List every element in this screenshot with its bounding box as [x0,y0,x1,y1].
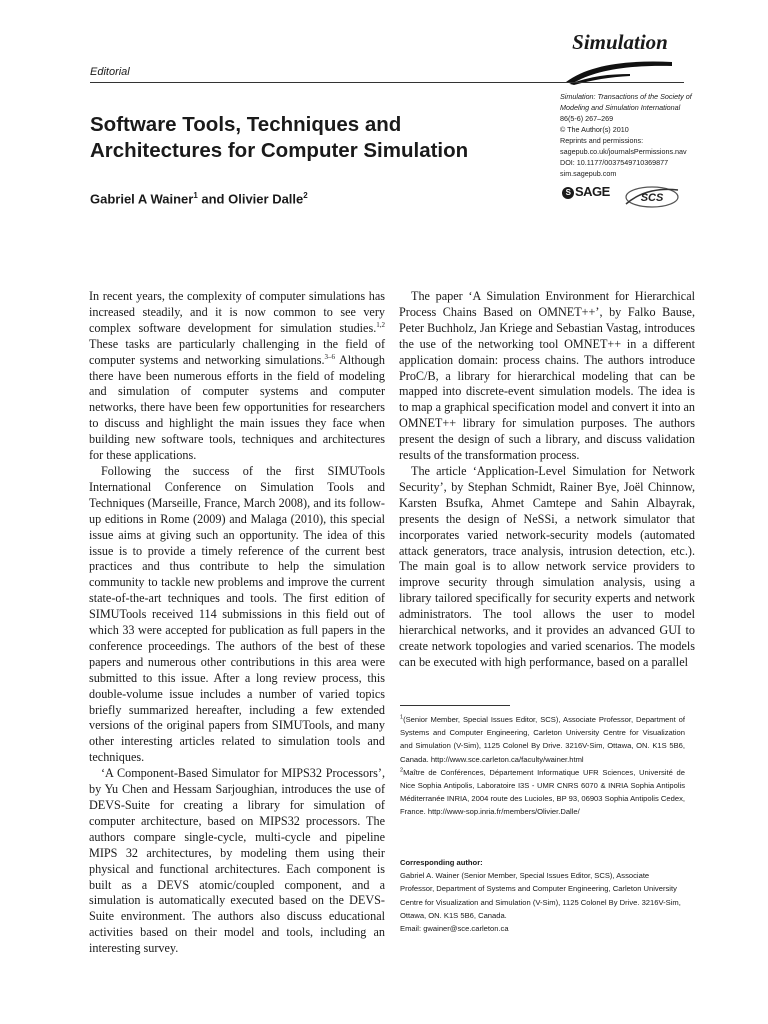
corresponding-author-text: Gabriel A. Wainer (Senior Member, Special Issues Editor, SCS), Associate Professor, Department of Systems and Computer Engineering, Carleton University Centre for Visualization and Simulation (V-Sim), 1125 Colonel By Drive. 3216V-Sim, Ottawa, ON. K1S 5B6, Canada. [400,871,681,920]
author-name: Olivier Dalle [228,191,304,207]
article-title: Software Tools, Techniques and Architectures for Computer Simulation [90,113,469,162]
journal-fullname-line: Modeling and Simulation International [560,103,681,112]
sage-logo-text: SAGE [575,184,610,199]
footnote-text: Maître de Conférences, Département Informatique UFR Sciences, Université de Nice Sophia Antipolis, Laboratoire I3S - UMR CNRS 6070 & INRIA Sophia Antipolis Méditerranée INRIA, 2004 route des Lucioles, BP 93, 06903 Sophia Antipolis Cedex, France. http://www-sop.inria.fr/members/Olivier.Dalle/ [400,767,685,817]
journal-logo [560,30,680,88]
author-line [90,191,308,206]
reprints-label: Reprints and permissions: [560,136,644,145]
footnote-text: (Senior Member, Special Issues Editor, SCS), Associate Professor, Department of Systems and Computer Engineering, Carleton University Centre for Visualization and Simulation (V-Sim), 1125 Colonel By Drive. 3216V-Sim, Ottawa, ON. K1S 5B6, Canada. http://www.sce.carleton.ca/faculty/wainer.html [400,715,685,764]
footnote [400,766,685,819]
body-paragraph: The paper ‘A Simulation Environment for Hierarchical Process Chains Based on OMNET++’, by Falko Bause, Peter Buchholz, Jan Kriege and Sebastian Vastag, introduces the use of the networking tool OMNET++ in a different application domain: process chains. The authors introduce ProC/B, a library for hierarchical modeling that can be mapped into discrete-event simulation models. The idea is to map a graphical specification model and convert it into an OMNET++ library for simulation purposes. The authors present the design of such a library, and discuss validation results of the transformation process. [399,289,695,463]
author-name: Gabriel A Wainer [90,191,194,207]
copyright: © The Author(s) 2010 [560,125,629,134]
author-affiliation-marker: 2 [303,191,308,200]
paragraph-text: In recent years, the complexity of computer simulations has increased steadily, and it is now common to see very complex software development for simulation studies. [89,289,385,335]
body-column-right [399,289,695,671]
sage-circle-icon: S [562,187,574,199]
journal-name: Simulation [572,30,668,54]
citation-marker: 1,2 [376,320,385,329]
body-paragraph: ‘A Component-Based Simulator for MIPS32 Processors’, by Yu Chen and Hessam Sarjoughian, introduces the use of DEVS-Suite for creating a library for simulation of computer architecture, based on MIPS32 processors. The authors compare single-cycle, multi-cycle and pipeline MIPS 32 architectures, by modeling them using their physical and functional architectures. Each component is built as a DEVS atomic/coupled component, and a simulation is automatically executed based on the DEVS-Suite environment. The authors also discuss educational activities based on their model and tools, including an interesting survey. [89,766,385,956]
affiliation-footnotes [400,713,685,819]
body-paragraph: The article ‘Application-Level Simulation for Network Security’, by Stephan Schmidt, Rainer Bye, Joël Chinnow, Karsten Bsufka, Ahmet Camtepe and Sahin Albayrak, presents the design of NeSSi, a network simulator that incorporates varied network-security models (automated attack generators, trace analysis, intrusion detection, etc.). The main goal is to allow network service providers to improve security through simulation analysis, using a library tailored specifically for security experts and network administrators. The tool allows the user to model hierarchical networks, and it provides an advanced GUI to create network topologies and varied scenarios. The models can be executed with high performance, based on a parallel [399,463,695,669]
corresponding-author [400,856,685,935]
doi[interactable]: DOI: 10.1177/0037549710369877 [560,158,669,167]
author-conjunction: and [197,191,229,207]
corresponding-author-heading: Corresponding author: [400,858,483,867]
citation-marker: 3–6 [324,352,335,361]
volume-pages: 86(5-6) 267–269 [560,114,614,123]
reprints-link[interactable]: sagepub.co.uk/journalsPermissions.nav [560,147,687,156]
author-affiliation-marker: 1 [193,191,198,200]
header-divider [90,82,684,83]
footnote-divider [400,705,510,706]
footnote [400,713,685,766]
section-label: Editorial [90,66,130,78]
paragraph-text: These tasks are particularly challenging in the field of computer systems and networking simulations. [89,336,385,367]
sage-logo [562,184,610,199]
body-paragraph: Following the success of the first SIMUTools International Conference on Simulation Tools and Techniques (Marseille, France, March 2008), and its follow-up editions in Rome (2009) and Malaga (2010), this special issue aims at giving such an opportunity. The idea of this issue is to provide a timely reference of the current best practices and thus contribute to help the simulation community to tackle new problems and improve the current state-of-the-art techniques and tools. The first edition of SIMUTools received 114 submissions in this field out of which 33 were accepted for publication as full papers in the conference proceedings. The authors of the best of these papers and numerous other contributions in this area were submitted to this issue. After a long review process, this double-volume issue includes a number of varied topics briefly summarized hereafter, including a few extended versions of the original papers from SIMUTools, and many other interesting articles related to simulation tools and techniques. [89,463,385,765]
paragraph-text: Although there have been numerous efforts in the field of modeling and simulation of computer systems and computer networks, there have been few opportunities for researchers to discuss and highlight the main issues they face when building new software tools, techniques and architectures for these applications. [89,352,385,463]
body-paragraph [89,289,385,464]
footnote-marker: 2 [400,767,404,774]
scs-logo-text: SCS [640,192,664,204]
body-column-left [89,289,385,957]
journal-site-link[interactable]: sim.sagepub.com [560,169,617,178]
journal-fullname-line: Simulation: Transactions of the Society of [560,92,692,101]
publication-info [560,91,710,179]
publisher-logos [562,182,682,212]
corresponding-author-email[interactable]: Email: gwainer@sce.carleton.ca [400,924,509,934]
scs-logo [622,182,682,212]
footnote-marker: 1 [400,714,404,721]
